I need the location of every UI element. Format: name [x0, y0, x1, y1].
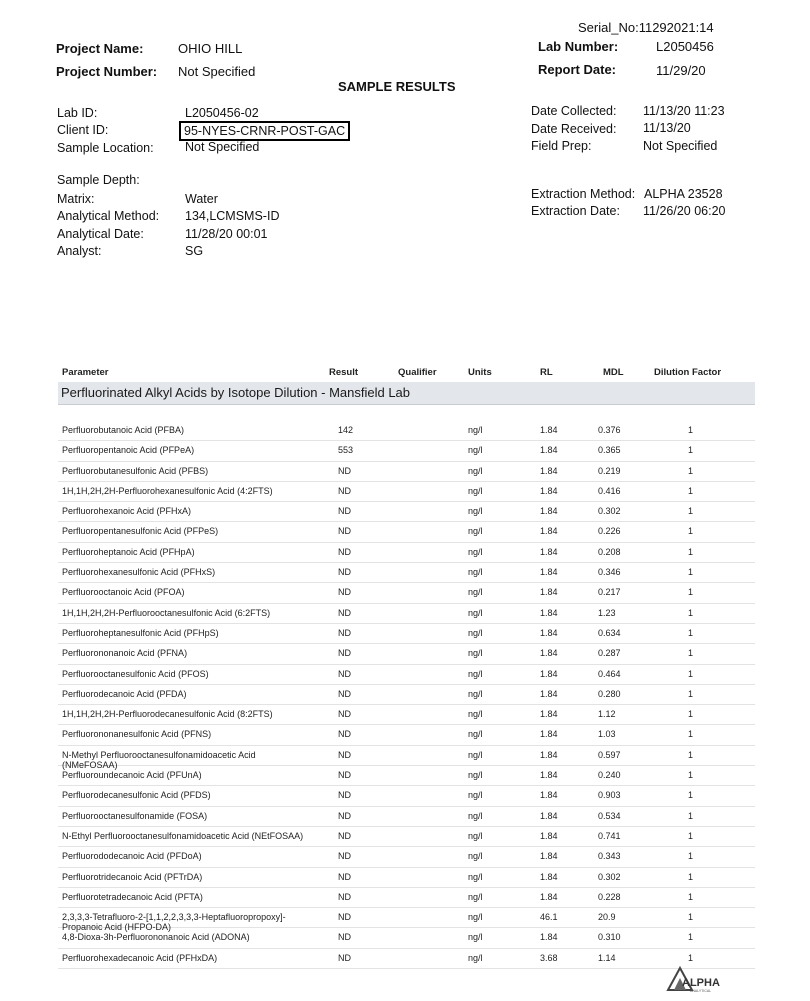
mdl-value: 0.287 [598, 648, 621, 659]
project-name-label: Project Name: [56, 41, 144, 56]
mdl-value: 0.464 [598, 668, 621, 679]
table-row [58, 421, 755, 441]
client-id-label: Client ID: [57, 123, 109, 137]
parameter-name: Perfluorodecanesulfonic Acid (PFDS) [62, 790, 211, 801]
rl-value: 1.84 [540, 587, 558, 598]
mdl-value: 1.14 [598, 952, 616, 963]
result-value: ND [338, 526, 351, 537]
parameter-name: Perfluorobutanoic Acid (PFBA) [62, 425, 185, 435]
result-value: ND [338, 485, 351, 496]
result-value: ND [338, 465, 351, 476]
result-value: ND [338, 830, 351, 841]
parameter-name: N-Ethyl Perfluorooctanesulfonamidoacetic Acid (NEtFOSAA) [62, 830, 304, 841]
table-row [58, 949, 755, 969]
result-value: ND [338, 952, 351, 963]
result-value: ND [338, 810, 351, 821]
dilution-value: 1 [688, 567, 694, 578]
units-value: ng/l [468, 871, 483, 882]
result-value: ND [338, 506, 351, 517]
table-row [58, 543, 755, 563]
analytical-method-label: Analytical Method: [57, 209, 160, 223]
dilution-value: 1 [688, 445, 694, 456]
header-dilution-factor: Dilution Factor [654, 367, 722, 378]
mdl-value: 0.280 [598, 688, 621, 699]
rl-value: 1.84 [540, 506, 558, 517]
lab-id-label: Lab ID: [57, 106, 98, 120]
table-row [58, 908, 755, 933]
result-value: ND [338, 607, 351, 618]
units-value: ng/l [468, 952, 483, 963]
dilution-value: 1 [688, 729, 694, 740]
dilution-value: 1 [688, 932, 694, 943]
result-value: ND [338, 709, 351, 720]
rl-value: 1.84 [540, 830, 558, 841]
parameter-name: Perfluoroundecanoic Acid (PFUnA) [62, 770, 202, 781]
header-units: Units [468, 367, 492, 378]
rl-value: 1.84 [540, 668, 558, 679]
parameter-name: Perfluoropentanesulfonic Acid (PFPeS) [62, 526, 219, 537]
table-row [58, 462, 755, 482]
results-table [58, 362, 755, 969]
dilution-value: 1 [688, 851, 694, 862]
sample-location-value: Not Specified [185, 140, 260, 154]
parameter-name: 4,8-Dioxa-3h-Perfluorononanoic Acid (ADONA) [62, 932, 250, 943]
units-value: ng/l [468, 445, 483, 456]
rl-value: 1.84 [540, 851, 558, 862]
result-value: ND [338, 790, 351, 801]
client-id-value: 95-NYES-CRNR-POST-GAC [179, 121, 350, 141]
result-value: ND [338, 648, 351, 659]
parameter-name: Perfluorododecanoic Acid (PFDoA) [62, 851, 202, 862]
table-row [58, 563, 755, 583]
parameter-name: Perfluoroheptanoic Acid (PFHpA) [62, 546, 195, 557]
mdl-value: 0.208 [598, 546, 621, 557]
table-row [58, 604, 755, 624]
project-number-value: Not Specified [178, 64, 256, 79]
result-value: ND [338, 567, 351, 578]
field-prep-value: Not Specified [643, 139, 718, 153]
units-value: ng/l [468, 587, 483, 598]
sample-location-label: Sample Location: [57, 141, 154, 155]
rl-value: 1.84 [540, 465, 558, 476]
dilution-value: 1 [688, 485, 694, 496]
dilution-value: 1 [688, 871, 694, 882]
dilution-value: 1 [688, 425, 694, 435]
date-collected-label: Date Collected: [531, 104, 617, 118]
dilution-value: 1 [688, 770, 694, 781]
dilution-value: 1 [688, 749, 694, 760]
table-row [58, 786, 755, 806]
mdl-value: 1.12 [598, 709, 616, 720]
date-received-value: 11/13/20 [643, 121, 691, 135]
result-value: ND [338, 912, 351, 923]
units-value: ng/l [468, 912, 483, 923]
table-row [58, 482, 755, 502]
rl-value: 1.84 [540, 445, 558, 456]
table-row [58, 685, 755, 705]
units-value: ng/l [468, 709, 483, 720]
rl-value: 1.84 [540, 688, 558, 699]
rl-value: 1.84 [540, 546, 558, 557]
rl-value: 3.68 [540, 952, 558, 963]
rl-value: 1.84 [540, 425, 558, 435]
units-value: ng/l [468, 749, 483, 760]
table-row [58, 644, 755, 664]
parameter-name: Perfluoroheptanesulfonic Acid (PFHpS) [62, 627, 219, 638]
dilution-value: 1 [688, 912, 694, 923]
units-value: ng/l [468, 465, 483, 476]
mdl-value: 0.534 [598, 810, 621, 821]
mdl-value: 0.226 [598, 526, 621, 537]
extraction-method-label: Extraction Method: [531, 187, 636, 201]
mdl-value: 0.219 [598, 465, 621, 476]
alpha-logo-icon [662, 964, 732, 994]
result-value: ND [338, 871, 351, 882]
mdl-value: 0.346 [598, 567, 621, 578]
analytical-date-value: 11/28/20 00:01 [185, 227, 268, 241]
parameter-name: Perfluorohexanesulfonic Acid (PFHxS) [62, 567, 216, 578]
table-row [58, 746, 755, 770]
table-row [58, 766, 755, 786]
units-value: ng/l [468, 546, 483, 557]
dilution-value: 1 [688, 891, 694, 902]
rl-value: 1.84 [540, 932, 558, 943]
parameter-name: Perfluorohexanoic Acid (PFHxA) [62, 506, 192, 517]
logo-text: ALPHA [682, 977, 720, 989]
report-date-label: Report Date: [538, 62, 617, 77]
dilution-value: 1 [688, 506, 694, 517]
parameter-name: 1H,1H,2H,2H-Perfluorodecanesulfonic Acid (8:2FTS) [62, 709, 273, 720]
page-title: SAMPLE RESULTS [338, 79, 456, 94]
units-value: ng/l [468, 668, 483, 679]
units-value: ng/l [468, 627, 483, 638]
mdl-value: 0.376 [598, 425, 621, 435]
parameter-name: Perfluorodecanoic Acid (PFDA) [62, 688, 187, 699]
table-row [58, 705, 755, 725]
parameter-name: Perfluorooctanesulfonic Acid (PFOS) [62, 668, 209, 679]
rl-value: 1.84 [540, 648, 558, 659]
field-prep-label: Field Prep: [531, 139, 592, 153]
dilution-value: 1 [688, 465, 694, 476]
table-row [58, 522, 755, 542]
mdl-value: 0.310 [598, 932, 621, 943]
parameter-name: Perfluorononanesulfonic Acid (PFNS) [62, 729, 212, 740]
table-header-row [58, 362, 755, 382]
parameter-name: Perfluorononanoic Acid (PFNA) [62, 648, 188, 659]
extraction-date-value: 11/26/20 06:20 [643, 204, 726, 218]
units-value: ng/l [468, 485, 483, 496]
units-value: ng/l [468, 790, 483, 801]
mdl-value: 0.741 [598, 830, 621, 841]
result-value: ND [338, 587, 351, 598]
parameter-name: Perfluorotetradecanoic Acid (PFTA) [62, 891, 203, 902]
header-mdl: MDL [603, 367, 624, 378]
result-value: ND [338, 749, 351, 760]
dilution-value: 1 [688, 830, 694, 841]
units-value: ng/l [468, 506, 483, 517]
header-parameter: Parameter [62, 367, 109, 378]
table-row [58, 665, 755, 685]
table-row [58, 827, 755, 847]
parameter-name: Perfluorohexadecanoic Acid (PFHxDA) [62, 952, 218, 963]
units-value: ng/l [468, 810, 483, 821]
parameter-name: 2,3,3,3-Tetrafluoro-2-[1,1,2,2,3,3,3-Heptafluoropropoxy]-Propanoic Acid (HFPO-DA) [62, 912, 286, 933]
result-value: ND [338, 932, 351, 943]
parameter-name: Perfluorooctanoic Acid (PFOA) [62, 587, 185, 598]
units-value: ng/l [468, 526, 483, 537]
units-value: ng/l [468, 688, 483, 699]
result-value: ND [338, 729, 351, 740]
extraction-method-value: ALPHA 23528 [644, 187, 723, 201]
rl-value: 1.84 [540, 485, 558, 496]
sample-depth-label: Sample Depth: [57, 173, 140, 187]
rl-value: 1.84 [540, 810, 558, 821]
mdl-value: 0.365 [598, 445, 621, 456]
rl-value: 1.84 [540, 729, 558, 740]
result-value: ND [338, 627, 351, 638]
mdl-value: 1.23 [598, 607, 616, 618]
result-value: ND [338, 891, 351, 902]
parameter-name: 1H,1H,2H,2H-Perfluorohexanesulfonic Acid (4:2FTS) [62, 485, 273, 496]
mdl-value: 20.9 [598, 912, 616, 923]
dilution-value: 1 [688, 709, 694, 720]
mdl-value: 0.240 [598, 770, 621, 781]
dilution-value: 1 [688, 627, 694, 638]
header-result: Result [329, 367, 359, 378]
table-row [58, 441, 755, 461]
header-qualifier: Qualifier [398, 367, 437, 378]
dilution-value: 1 [688, 952, 694, 963]
rl-value: 1.84 [540, 627, 558, 638]
table-body [58, 421, 755, 969]
dilution-value: 1 [688, 526, 694, 537]
mdl-value: 0.302 [598, 871, 621, 882]
table-row [58, 807, 755, 827]
rl-value: 1.84 [540, 790, 558, 801]
date-collected-value: 11/13/20 11:23 [643, 104, 725, 118]
table-row [58, 583, 755, 603]
units-value: ng/l [468, 567, 483, 578]
dilution-value: 1 [688, 668, 694, 679]
matrix-label: Matrix: [57, 192, 95, 206]
mdl-value: 1.03 [598, 729, 616, 740]
rl-value: 1.84 [540, 891, 558, 902]
mdl-value: 0.903 [598, 790, 621, 801]
units-value: ng/l [468, 729, 483, 740]
analytical-date-label: Analytical Date: [57, 227, 144, 241]
dilution-value: 1 [688, 607, 694, 618]
project-number-label: Project Number: [56, 64, 158, 79]
serial-number: Serial_No:11292021:14 [578, 20, 714, 35]
rl-value: 1.84 [540, 567, 558, 578]
rl-value: 1.84 [540, 709, 558, 720]
mdl-value: 0.302 [598, 506, 621, 517]
rl-value: 1.84 [540, 871, 558, 882]
result-value: 142 [338, 425, 354, 435]
mdl-value: 0.634 [598, 627, 621, 638]
mdl-value: 0.597 [598, 749, 621, 760]
dilution-value: 1 [688, 810, 694, 821]
table-row [58, 847, 755, 867]
units-value: ng/l [468, 891, 483, 902]
result-value: ND [338, 668, 351, 679]
project-name-value: OHIO HILL [178, 41, 243, 56]
matrix-value: Water [185, 192, 218, 206]
units-value: ng/l [468, 830, 483, 841]
report-date-value: 11/29/20 [656, 63, 706, 78]
rl-value: 1.84 [540, 749, 558, 760]
table-row [58, 624, 755, 644]
rl-value: 1.84 [540, 770, 558, 781]
header-rl: RL [540, 367, 553, 378]
result-value: ND [338, 851, 351, 862]
analytical-method-value: 134,LCMSMS-ID [185, 209, 280, 223]
rl-value: 46.1 [540, 912, 558, 923]
mdl-value: 0.228 [598, 891, 621, 902]
date-received-label: Date Received: [531, 122, 617, 136]
analyst-value: SG [185, 244, 204, 258]
dilution-value: 1 [688, 688, 694, 699]
lab-number-label: Lab Number: [538, 39, 619, 54]
table-row [58, 725, 755, 745]
units-value: ng/l [468, 607, 483, 618]
mdl-value: 0.416 [598, 485, 621, 496]
analyte-group-header: Perfluorinated Alkyl Acids by Isotope Dilution - Mansfield Lab [58, 382, 755, 405]
units-value: ng/l [468, 770, 483, 781]
dilution-value: 1 [688, 790, 694, 801]
table-row [58, 502, 755, 522]
parameter-name: Perfluorooctanesulfonamide (FOSA) [62, 810, 208, 821]
units-value: ng/l [468, 648, 483, 659]
logo-subtext: ANALYTICAL [690, 989, 712, 993]
parameter-name: N-Methyl Perfluorooctanesulfonamidoacetic Acid (NMeFOSAA) [62, 749, 256, 770]
dilution-value: 1 [688, 546, 694, 557]
table-row [58, 928, 755, 948]
lab-id-value: L2050456-02 [185, 106, 259, 120]
mdl-value: 0.343 [598, 851, 621, 862]
rl-value: 1.84 [540, 526, 558, 537]
mdl-value: 0.217 [598, 587, 621, 598]
table-row [58, 868, 755, 888]
dilution-value: 1 [688, 587, 694, 598]
result-value: ND [338, 770, 351, 781]
lab-number-value: L2050456 [656, 39, 714, 54]
units-value: ng/l [468, 425, 483, 435]
dilution-value: 1 [688, 648, 694, 659]
rl-value: 1.84 [540, 607, 558, 618]
analyst-label: Analyst: [57, 244, 102, 258]
parameter-name: Perfluorotridecanoic Acid (PFTrDA) [62, 871, 203, 882]
extraction-date-label: Extraction Date: [531, 204, 620, 218]
result-value: ND [338, 546, 351, 557]
units-value: ng/l [468, 932, 483, 943]
parameter-name: 1H,1H,2H,2H-Perfluorooctanesulfonic Acid (6:2FTS) [62, 607, 271, 618]
units-value: ng/l [468, 851, 483, 862]
result-value: ND [338, 688, 351, 699]
result-value: 553 [338, 445, 354, 456]
table-row [58, 888, 755, 908]
parameter-name: Perfluoropentanoic Acid (PFPeA) [62, 445, 195, 456]
parameter-name: Perfluorobutanesulfonic Acid (PFBS) [62, 465, 209, 476]
